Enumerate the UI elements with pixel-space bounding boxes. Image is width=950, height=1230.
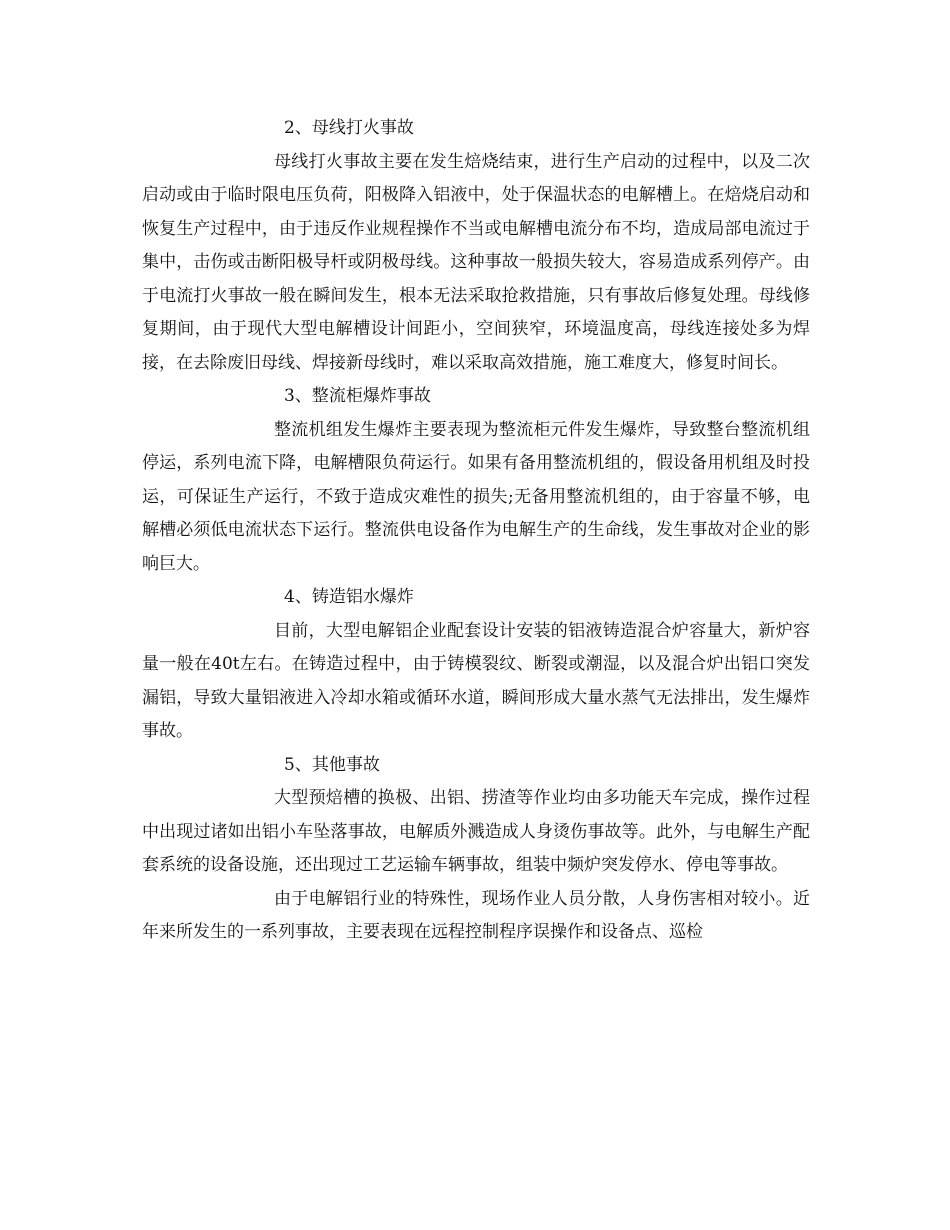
paragraph-busbar-arc: 母线打火事故主要在发生焙烧结束，进行生产启动的过程中，以及二次启动或由于临时限电压负荷，阳极降入铝液中，处于保温状态的电解槽上。在焙烧启动和恢复生产过程中，由于违反作业规程操作不当或电解槽电流分布不均，造成局部电流过于集中，击伤或击断阳极导杆或阴极母线。这种事故一般损失较大，容易造成系列停产。由于电流打火事故一般在瞬间发生，根本无法采取抢救措施，只有事故后修复处理。母线修复期间，由于现代大型电解槽设计间距小，空间狭窄，环境温度高，母线连接处多为焊接，在去除废旧母线、焊接新母线时，难以采取高效措施，施工难度大，修复时间长。: [142, 151, 810, 373]
paragraph-rectifier-explosion: 整流机组发生爆炸主要表现为整流柜元件发生爆炸，导致整台整流机组停运，系列电流下降，电解槽限负荷运行。如果有备用整流机组的，假设备用机组及时投运，可保证生产运行，不致于造成灾难性的损失;无备用整流机组的，由于容量不够，电解槽必须低电流状态下运行。整流供电设备作为电解生产的生命线，发生事故对企业的影响巨大。: [142, 419, 810, 574]
section-heading-casting-explosion: 4、铸造铝水爆炸: [284, 587, 414, 607]
section-heading-busbar-arc: 2、母线打火事故: [284, 118, 414, 138]
paragraph-industry-characteristics: 由于电解铝行业的特殊性，现场作业人员分散，人身伤害相对较小。近年来所发生的一系列事故，主要表现在远程控制程序误操作和设备点、巡检: [142, 888, 810, 942]
section-heading-other-accidents: 5、其他事故: [284, 754, 380, 775]
paragraph-casting-explosion: 目前，大型电解铝企业配套设计安装的铝液铸造混合炉容量大，新炉容量一般在40t左右。在铸造过程中，由于铸模裂纹、断裂或潮湿，以及混合炉出铝口突发漏铝，导致大量铝液进入冷却水箱或循环水道，瞬间形成大量水蒸气无法排出，发生爆炸事故。: [142, 620, 810, 741]
paragraph-other-accidents: 大型预焙槽的换极、出铝、捞渣等作业均由多功能天车完成，操作过程中出现过诸如出铝小车坠落事故，电解质外溅造成人身烫伤事故等。此外，与电解生产配套系统的设备设施，还出现过工艺运输车辆事故，组装中频炉突发停水、停电等事故。: [142, 788, 810, 875]
section-heading-rectifier-explosion: 3、整流柜爆炸事故: [284, 386, 431, 406]
document-body: [142, 112, 810, 950]
